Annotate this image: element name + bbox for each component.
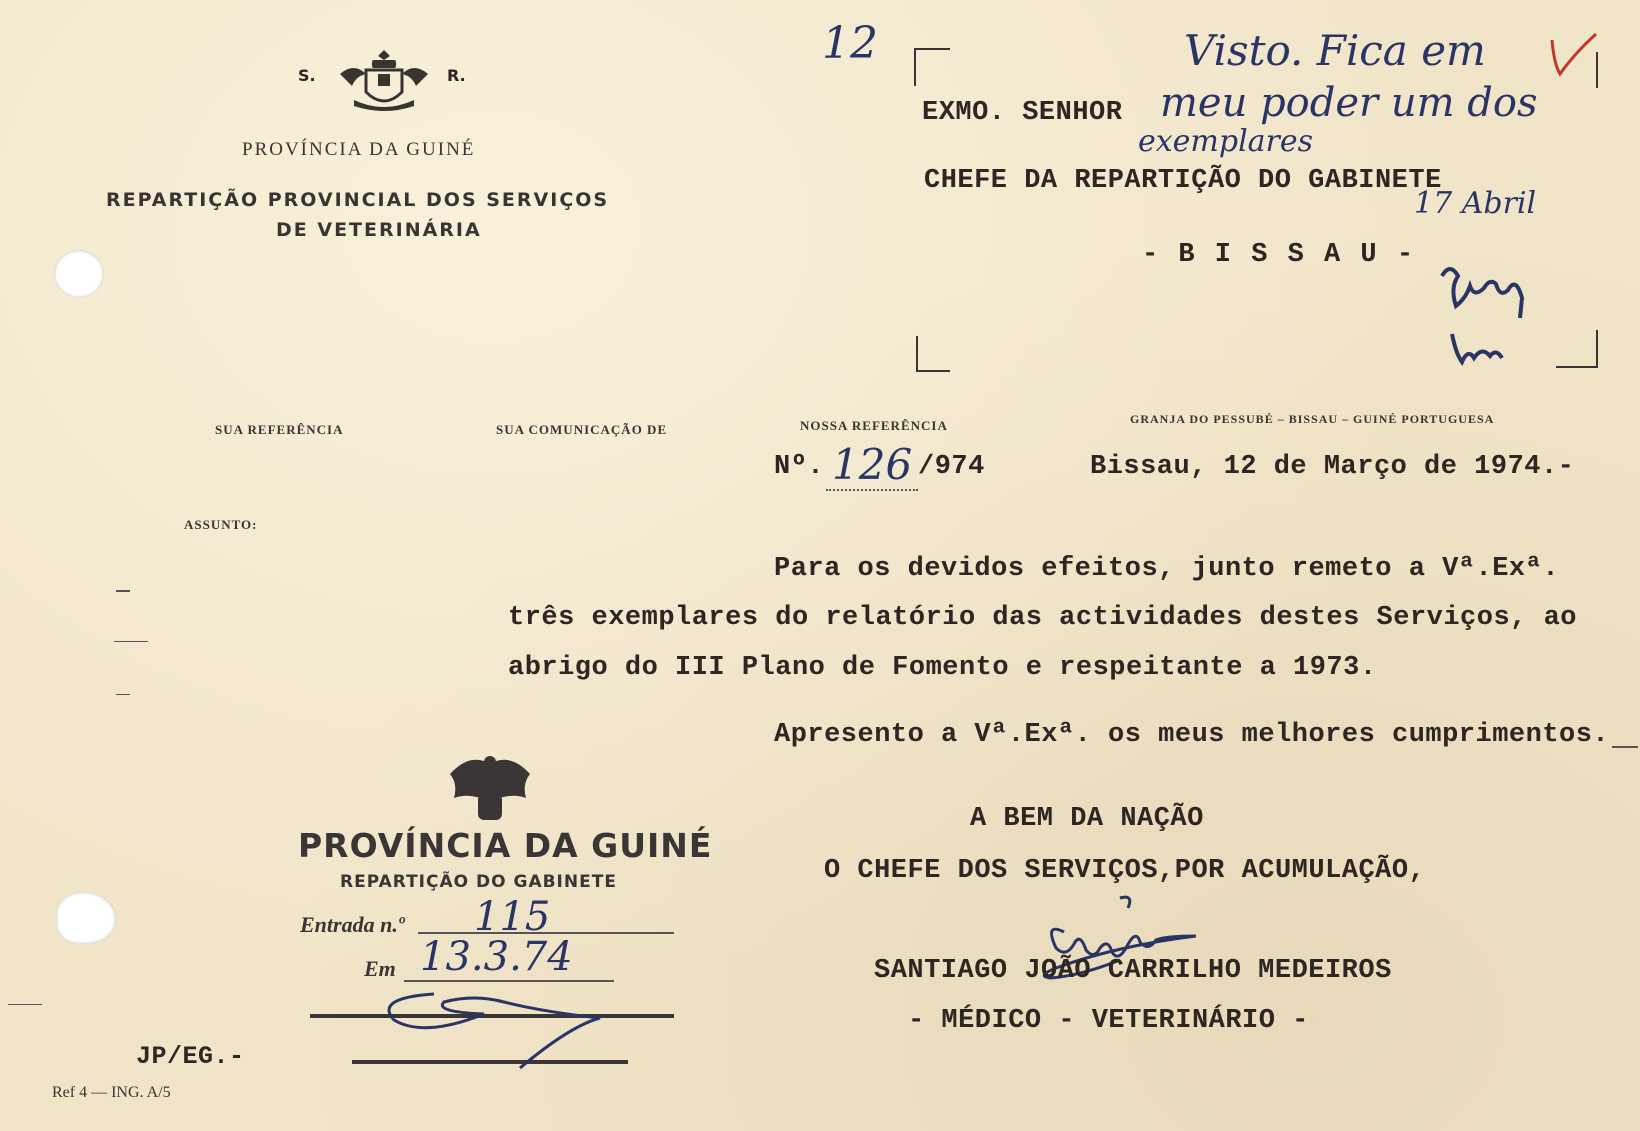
reference-number: 126 [826, 440, 918, 491]
reference-prefix: Nº. [774, 452, 825, 482]
form-reference: Ref 4 — ING. A/5 [52, 1084, 171, 1101]
reference-suffix: /974 [918, 452, 985, 482]
handwritten-note-line-3: exemplares [1138, 124, 1314, 159]
typist-initials: JP/EG.- [136, 1042, 245, 1071]
address-corner-top-left [914, 48, 950, 86]
body-line-1: Para os devidos efeitos, junto remeto a Vª.Exª. [774, 554, 1560, 584]
department-line-2: DE VETERINÁRIA [276, 219, 482, 241]
sua-referencia-label: SUA REFERÊNCIA [215, 422, 344, 437]
handwritten-page-number: 12 [822, 18, 878, 69]
stamp-entrada-value: 115 [474, 894, 551, 940]
signatory-title: - MÉDICO - VETERINÁRIO - [908, 1006, 1309, 1036]
body-line-2: três exemplares do relatório das actividades destes Serviços, ao [508, 603, 1577, 633]
location-label: GRANJA DO PESSUBÉ – BISSAU – GUINÉ PORTUGUESA [1130, 412, 1495, 426]
addressee-office: CHEFE DA REPARTIÇÃO DO GABINETE [924, 166, 1442, 196]
margin-dash-3 [116, 694, 130, 695]
sua-comunicacao-label: SUA COMUNICAÇÃO DE [496, 422, 668, 437]
address-corner-bottom-left [916, 336, 950, 372]
body-trailing-rule [1612, 746, 1638, 748]
nossa-referencia-label: NOSSA REFERÊNCIA [800, 418, 948, 433]
margin-dash-4 [8, 1004, 42, 1005]
stamp-em-value: 13.3.74 [420, 934, 573, 980]
province-title: PROVÍNCIA DA GUINÉ [242, 139, 476, 160]
body-line-3: abrigo do III Plano de Fomento e respeitante a 1973. [508, 653, 1377, 683]
date-line: Bissau, 12 de Março de 1974.- [1090, 452, 1575, 482]
stamp-office: REPARTIÇÃO DO GABINETE [340, 872, 617, 892]
addressee-city: - B I S S A U - [1142, 240, 1416, 270]
handwritten-initials-signature [1432, 256, 1572, 376]
closing-role: O CHEFE DOS SERVIÇOS,POR ACUMULAÇÃO, [824, 856, 1426, 886]
closing-salutation: A BEM DA NAÇÃO [970, 804, 1204, 834]
stamp-province: PROVÍNCIA DA GUINÉ [298, 826, 713, 865]
stamp-em-line [404, 980, 614, 982]
margin-dash-2 [114, 641, 148, 642]
stamp-coat-of-arms-icon [440, 754, 540, 830]
punch-hole-top [54, 250, 104, 298]
margin-dash-1 [116, 590, 130, 592]
signatory-name: SANTIAGO JOÃO CARRILHO MEDEIROS [874, 956, 1392, 986]
assunto-label: ASSUNTO: [184, 517, 258, 532]
stamp-em-label: Em [364, 956, 396, 981]
sr-left-label: S. [298, 66, 316, 85]
red-check-mark-icon [1548, 30, 1600, 80]
addressee-salutation: EXMO. SENHOR [922, 98, 1123, 128]
punch-hole-bottom [56, 892, 116, 944]
coat-of-arms-icon [336, 44, 432, 114]
handwritten-note-line-2: meu poder um dos [1160, 80, 1538, 126]
department-line-1: REPARTIÇÃO PROVINCIAL DOS SERVIÇOS [106, 189, 610, 211]
stamp-entrada-label: Entrada n.º [300, 912, 405, 937]
handwritten-note-line-1: Visto. Fica em [1184, 26, 1486, 75]
sr-right-label: R. [447, 66, 466, 85]
body-line-4: Apresento a Vª.Exª. os meus melhores cumprimentos. [774, 720, 1610, 750]
stamp-scribble-signature [374, 984, 614, 1074]
handwritten-note-date: 17 Abril [1414, 186, 1537, 221]
